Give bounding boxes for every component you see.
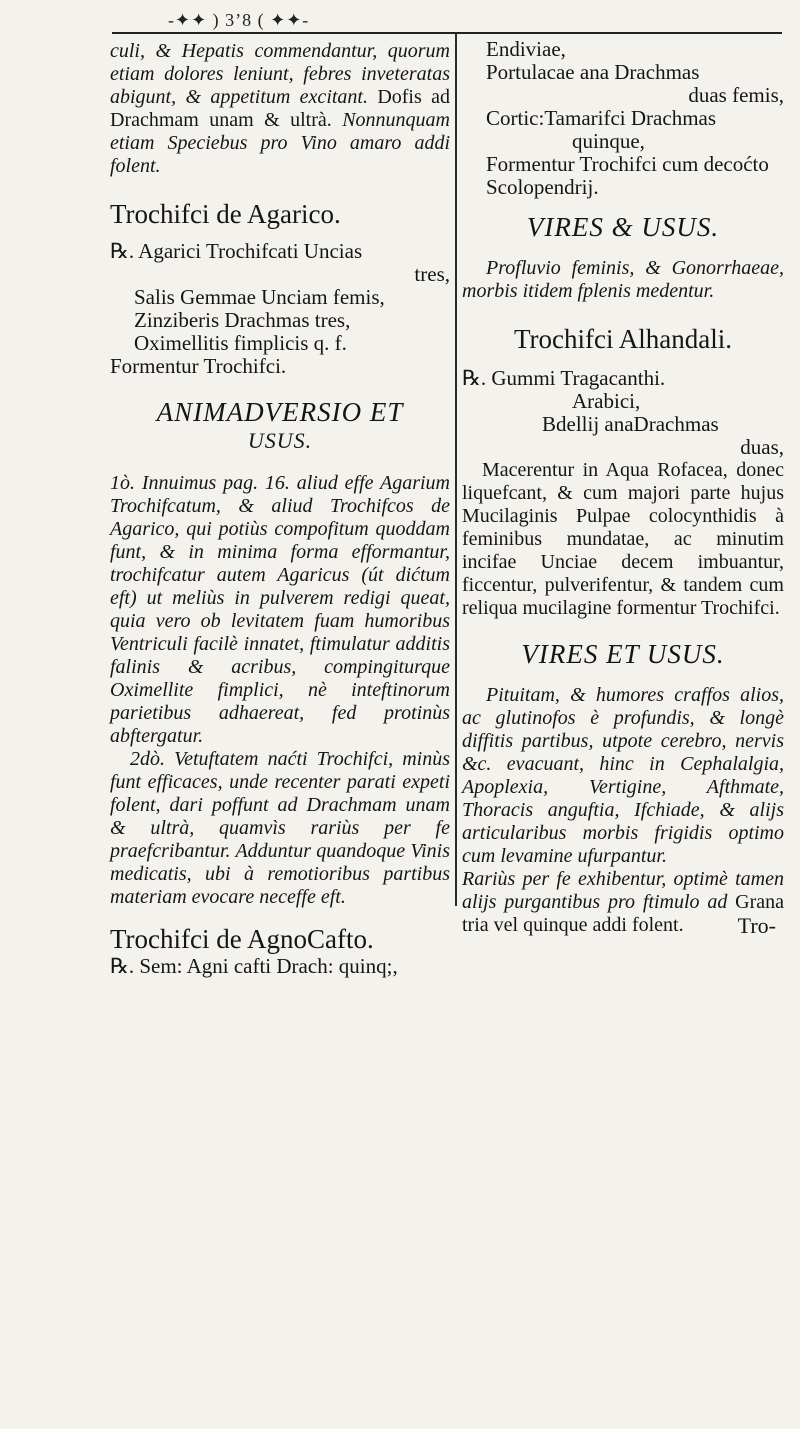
running-header: -✦✦ ) 3ʼ8 ( ✦✦- bbox=[168, 10, 310, 30]
left-paragraph-1: culi, & Hepatis commendantur, quorum etiam dolores leniunt, febres inveteratas abigunt, & appetitum excitant. bbox=[110, 40, 450, 108]
catchword: Tro- bbox=[737, 913, 776, 938]
recipe-line: tres, bbox=[414, 262, 450, 286]
right-paragraph-3: Pituitam, & humores craffos alios, ac glutinofos è profundis, & longè diffitis partibus, utpote cerebro, nervis &c. evacuant, hinc in Cephalalgia, Apoplexia, Vertigine, Afthmate, Thoracis anguftia, Ifchiade, & alijs articularibus morbis frigidis optimo cum levamine ufurpantur. bbox=[462, 684, 784, 867]
recipe-line: ℞. Agarici Trochifcati Uncias bbox=[110, 239, 363, 263]
right-paragraph-1: Profluvio feminis, & Gonorrhaeae, morbis itidem fplenis medentur. bbox=[462, 257, 784, 302]
recipe-line: Salis Gemmae Unciam femis, bbox=[134, 285, 385, 309]
recipe-line: ℞. Gummi Tragacanthi. bbox=[462, 366, 666, 390]
note-1: 1ò. Innuimus pag. 16. aliud effe Agarium Trochifcatum, & aliud Trochifcos de Agarico, qui potiùs compofitum quoddam funt, & in minima forma efformantur, trochifcatur autem Agaricus (út dićtum eft) ut meliùs in pulverem redigi queat, quia vero ob levitatem fuam humoribus Ventriculi facilè innatet, ftimulatur additis falinis & acribus, compingiturque Oximellite fimplici, nè inteftinorum parietibus adhaereat, fed protinùs abftergatur. bbox=[110, 472, 450, 747]
recipe-line: Formentur Trochifci. bbox=[110, 354, 287, 378]
right-column bbox=[462, 38, 784, 937]
recipe-line: Bdellij anaDrachmas bbox=[542, 412, 719, 436]
left-paragraph-1-end: Nonnunquam etiam Speciebus pro Vino amaro addi folent. bbox=[110, 109, 450, 177]
recipe-agarico bbox=[110, 240, 450, 378]
right-paragraph-4: Rariùs per fe exhibentur, optimè tamen alijs purgantibus pro ftimulo ad bbox=[462, 868, 784, 913]
header-rule bbox=[112, 32, 782, 34]
note-2: 2dò. Vetuftatem naćti Trochifci, minùs funt efficaces, unde recenter parati expeti folent, dari poffunt ad Drachmam unam & ultrà, quamvìs rariùs per fe praefcribantur. Adduntur quandoque Vinis medicatis, ubi à remotioribus partibus materiam evocare neceffe eft. bbox=[110, 748, 450, 908]
heading-trochisci-alhandali: Trochifci Alhandali. bbox=[514, 324, 732, 354]
ingredient-line: Portulacae ana Drachmas bbox=[486, 60, 700, 84]
ingredient-line: quinque, bbox=[572, 129, 645, 153]
recipe-line: ℞. Sem: Agni cafti Drach: quinq;, bbox=[110, 954, 398, 978]
heading-vires-usus-2: VIRES ET USUS. bbox=[521, 639, 725, 669]
heading-animadversio: ANIMADVERSIO ET bbox=[156, 397, 404, 427]
recipe-continued bbox=[462, 38, 784, 199]
ingredient-line: Formentur Trochifci cum decoćto Scolopendrij. bbox=[486, 152, 769, 199]
ingredient-line: duas femis, bbox=[688, 83, 784, 107]
right-paragraph-2: Macerentur in Aqua Rofacea, donec liquefcant, & cum majori parte hujus Mucilaginis Pulpae colocynthidis à feminibus mundatae, ac minutim incifae Unciae decem imbuantur, ficcentur, pulverifentur, & tandem cum reliqua mucilagine formentur Trochifci. bbox=[462, 459, 784, 619]
left-column bbox=[110, 38, 450, 978]
recipe-line: duas, bbox=[740, 435, 784, 459]
recipe-line: Zinziberis Drachmas tres, bbox=[134, 308, 351, 332]
heading-vires-usus-1: VIRES & USUS. bbox=[526, 212, 720, 242]
recipe-alhandali bbox=[462, 367, 784, 459]
ingredient-line: Cortic:Tamarifci Drachmas bbox=[486, 106, 717, 130]
column-divider bbox=[455, 32, 457, 906]
heading-usus: USUS. bbox=[247, 428, 313, 453]
heading-trochisci-de-agarico: Trochifci de Agarico. bbox=[110, 199, 341, 229]
recipe-line: Arabici, bbox=[572, 389, 641, 413]
left-dose-note: Dofis ad Drachmam unam & ultrà. bbox=[110, 86, 450, 131]
heading-trochisci-de-agno-casto: Trochifci de AgnoCafto. bbox=[110, 924, 374, 954]
ingredient-line: Endiviae, bbox=[486, 37, 566, 61]
right-paragraph-4-end: Grana tria vel quinque addi folent. bbox=[462, 891, 784, 936]
recipe-line: Oximellitis fimplicis q. f. bbox=[134, 331, 347, 355]
